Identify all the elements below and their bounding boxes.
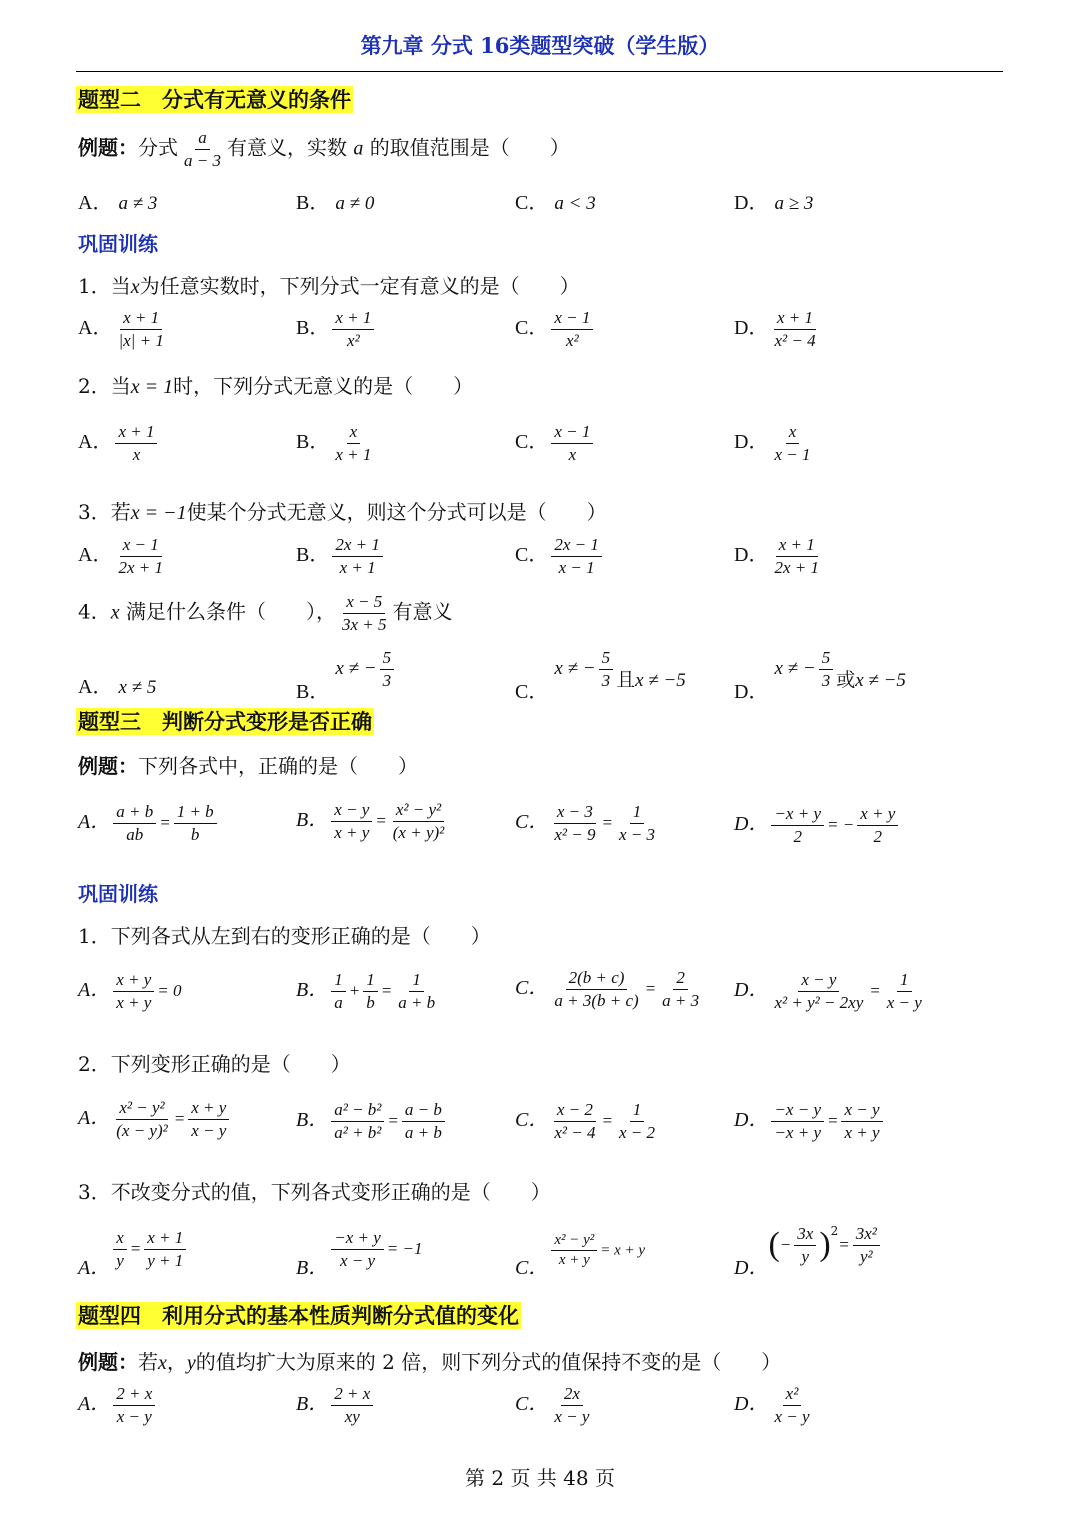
- page-footer: 第 2 页 共 48 页: [465, 1466, 615, 1490]
- question-2-1: 1．当x为任意实数时，下列分式一定有意义的是（ ）: [78, 274, 580, 298]
- section-title-2: 题型二 分式有无意义的条件: [78, 87, 351, 112]
- section-title-4: 题型四 利用分式的基本性质判断分式值的变化: [78, 1303, 519, 1328]
- example-4: 例题：若x，y的值均扩大为原来的 2 倍，则下列分式的值保持不变的是（ ）: [78, 1350, 782, 1374]
- question-2-2: 2．当x = 1时，下列分式无意义的是（ ）: [78, 374, 474, 398]
- section-title-3: 题型三 判断分式变形是否正确: [78, 709, 372, 734]
- page-header: 第九章 分式 16类题型突破（学生版）: [360, 33, 720, 58]
- practice-heading-3: 巩固训练: [78, 882, 158, 906]
- example-2: 例题：分式 $\frac{a}{a - 3}$ 有意义，实数 a 的取值范围是（ ）: [78, 128, 570, 170]
- practice-heading-2: 巩固训练: [78, 232, 158, 256]
- question-2-3: 3．若x = −1使某个分式无意义，则这个分式可以是（ ）: [78, 500, 607, 524]
- question-2-4: 4．x 满足什么条件（ ）， $\frac{x - 5}{3x + 5}$ 有意义: [78, 592, 453, 634]
- question-3-2: 2．下列变形正确的是（ ）: [78, 1052, 351, 1076]
- question-3-3: 3．不改变分式的值，下列各式变形正确的是（ ）: [78, 1180, 551, 1204]
- example-3: 例题：下列各式中，正确的是（ ）: [78, 754, 418, 778]
- question-3-1: 1．下列各式从左到右的变形正确的是（ ）: [78, 924, 491, 948]
- header-rule: [76, 71, 1003, 72]
